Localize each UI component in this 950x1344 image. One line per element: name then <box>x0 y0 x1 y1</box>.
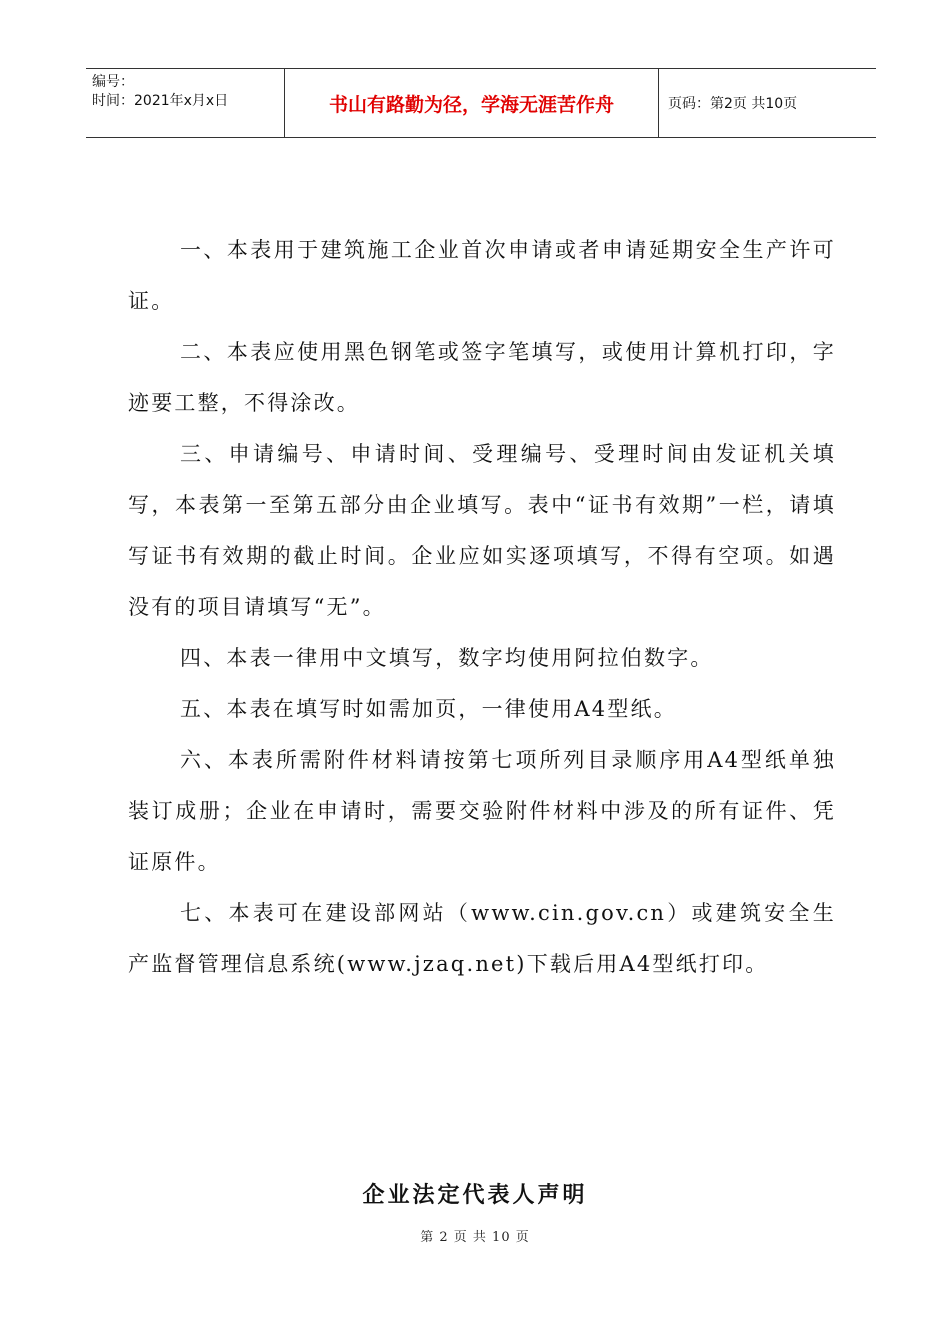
time-label: 时间：2021年x月x日 <box>92 93 229 109</box>
page-header <box>86 68 876 138</box>
instruction-paragraph: 七、本表可在建设部网站（www.cin.gov.cn）或建筑安全生产监督管理信息系统(www.jzaq.net)下载后用A4型纸打印。 <box>128 901 836 976</box>
number-label: 编号： <box>92 74 134 90</box>
page-footer: 第 2 页 共 10 页 <box>420 1230 530 1245</box>
instruction-paragraph: 四、本表一律用中文填写，数字均使用阿拉伯数字。 <box>180 646 714 670</box>
instruction-paragraph: 六、本表所需附件材料请按第七项所列目录顺序用A4型纸单独装订成册；企业在申请时，需要交验附件材料中涉及的所有证件、凭证原件。 <box>128 748 836 874</box>
instructions-body <box>128 225 836 990</box>
header-meta <box>86 69 285 137</box>
instruction-paragraph: 三、申请编号、申请时间、受理编号、受理时间由发证机关填写，本表第一至第五部分由企业填写。表中“证书有效期”一栏，请填写证书有效期的截止时间。企业应如实逐项填写，不得有空项。如遇没有的项目请填写“无”。 <box>128 442 836 619</box>
instruction-paragraph: 二、本表应使用黑色钢笔或签字笔填写，或使用计算机打印，字迹要工整，不得涂改。 <box>128 340 836 415</box>
section-title: 企业法定代表人声明 <box>362 1182 588 1208</box>
header-motto: 书山有路勤为径，学海无涯苦作舟 <box>285 69 659 137</box>
instruction-paragraph: 一、本表用于建筑施工企业首次申请或者申请延期安全生产许可证。 <box>128 238 836 313</box>
header-page-info: 页码：第2页 共10页 <box>668 96 798 112</box>
instruction-paragraph: 五、本表在填写时如需加页，一律使用A4型纸。 <box>180 697 677 721</box>
